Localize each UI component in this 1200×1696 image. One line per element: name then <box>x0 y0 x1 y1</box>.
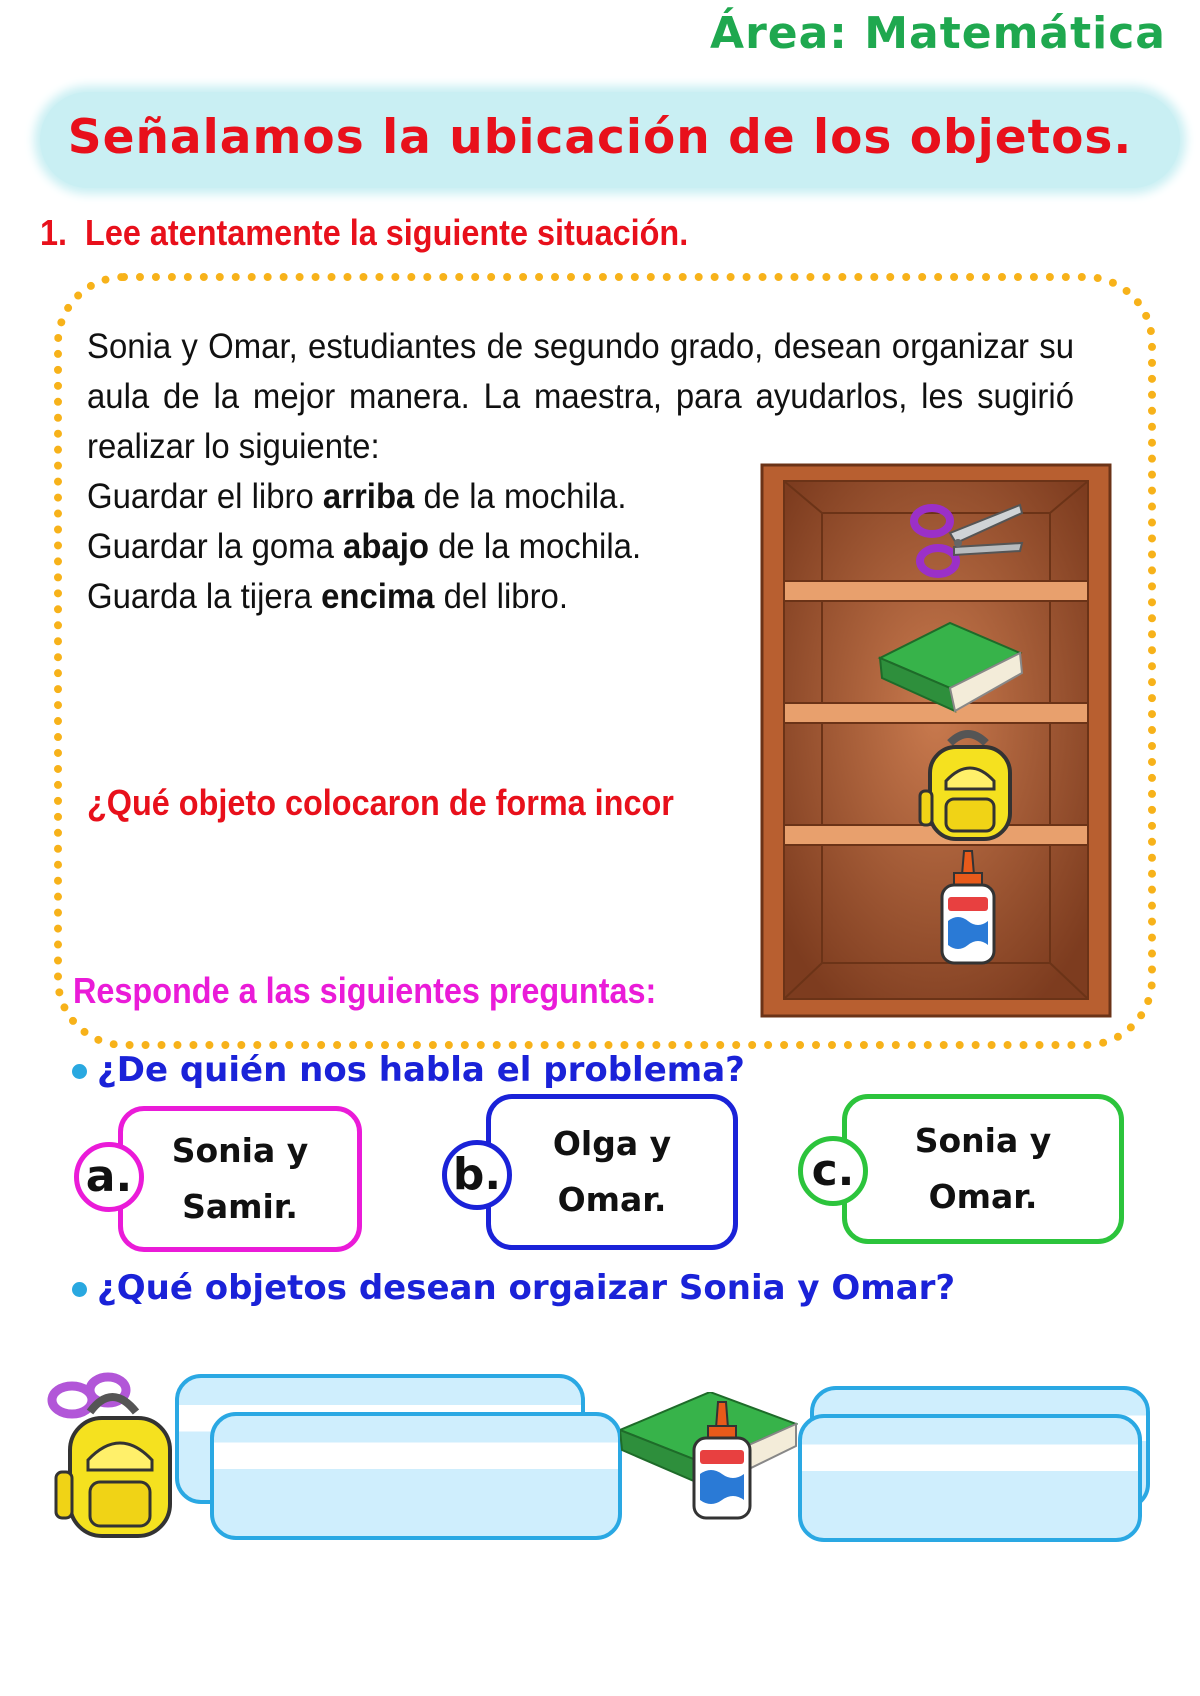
instruction-line: Guardar el libro arriba de la mochila. <box>87 477 627 516</box>
respond-heading: Responde a las siguientes preguntas: <box>73 970 657 1011</box>
answer-box-2[interactable] <box>798 1414 1142 1542</box>
instruction-line: Guarda la tijera encima del libro. <box>87 577 568 616</box>
bookshelf-illustration <box>760 463 1112 1018</box>
answer-box-1[interactable] <box>210 1412 622 1540</box>
option-b-box[interactable]: Olga y Omar. <box>486 1094 738 1250</box>
bullet-icon <box>72 1282 87 1297</box>
question-2-text: ¿Qué objetos desean orgaizar Sonia y Omar? <box>97 1268 956 1308</box>
option-b-letter[interactable]: b. <box>442 1140 512 1210</box>
situation-question: ¿Qué objeto colocaron de forma incor <box>87 782 674 823</box>
question-1-text: ¿De quién nos habla el problema? <box>97 1050 745 1090</box>
page-title: Señalamos la ubicación de los objetos. <box>67 110 1133 165</box>
instruction-line: Guardar la goma abajo de la mochila. <box>87 527 642 566</box>
question-1 <box>72 1050 745 1090</box>
step-heading-text: Lee atentamente la siguiente situación. <box>85 212 689 253</box>
situation-paragraph: Sonia y Omar, estudiantes de segundo grado, desean organizar su aula de la mejor manera. La maestra, para ayudarlos, les sugirió realizar lo siguiente: <box>87 327 1074 466</box>
option-a-letter[interactable]: a. <box>74 1142 144 1212</box>
bullet-icon <box>72 1064 87 1079</box>
option-a-box[interactable]: Sonia y Samir. <box>118 1106 362 1252</box>
step-heading <box>40 212 688 254</box>
backpack-scissors-icon <box>46 1372 176 1542</box>
option-c-letter[interactable]: c. <box>798 1136 868 1206</box>
question-2 <box>72 1268 955 1308</box>
book-glue-icon <box>620 1392 798 1522</box>
step-number: 1. <box>40 212 68 253</box>
option-c-box[interactable]: Sonia y Omar. <box>842 1094 1124 1244</box>
area-title: Área: Matemática <box>710 8 1166 59</box>
